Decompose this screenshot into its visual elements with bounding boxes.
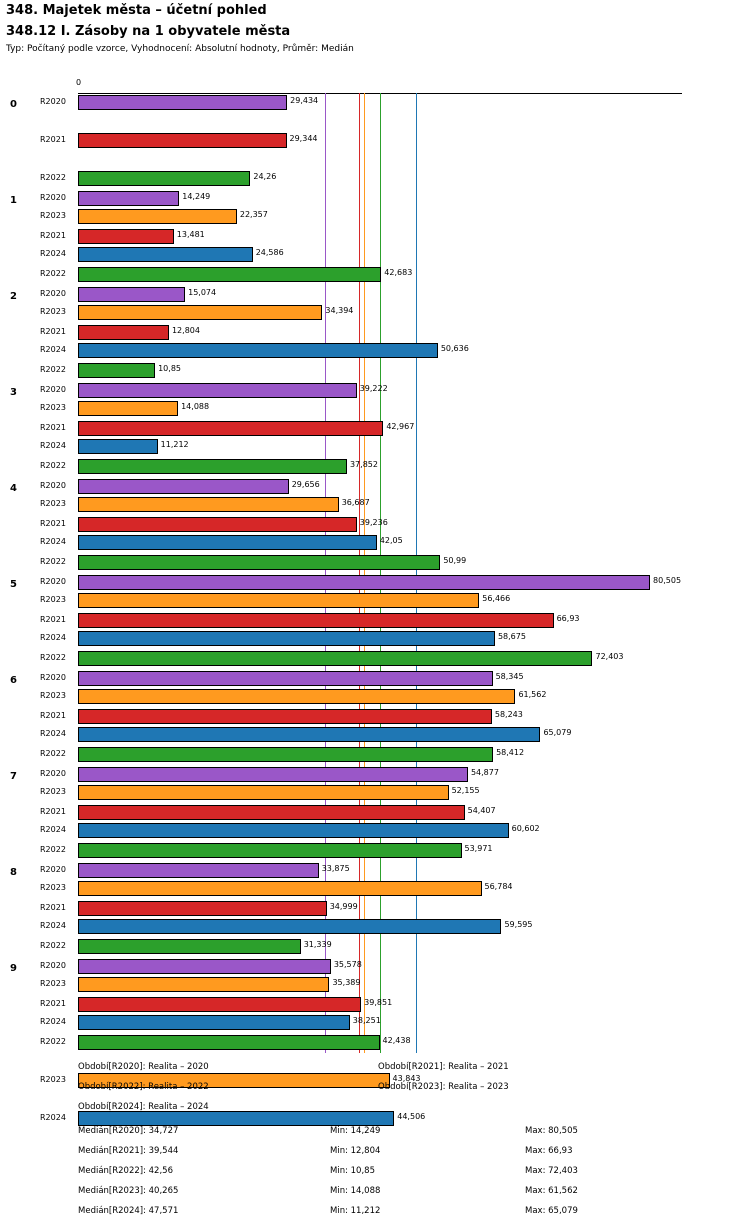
stat-min: Min: 11,212 — [330, 1206, 381, 1216]
bar-fill — [78, 997, 361, 1012]
bar-value-label: 34,394 — [325, 306, 354, 315]
bar-fill — [78, 555, 440, 570]
chart-bar-row — [0, 285, 750, 304]
bar-value-label: 10,85 — [158, 364, 181, 373]
bar[interactable] — [78, 479, 289, 494]
bar-series-label: R2022 — [40, 941, 66, 950]
chart-bar-row — [0, 841, 750, 860]
bar-series-label: R2023 — [40, 883, 66, 892]
bar-fill — [78, 767, 468, 782]
bar-value-label: 29,656 — [291, 480, 320, 489]
bar-value-label: 31,339 — [303, 940, 332, 949]
bar-fill — [78, 95, 287, 110]
bar-value-label: 12,804 — [171, 326, 200, 335]
bar[interactable] — [78, 95, 287, 110]
bar-series-label: R2022 — [40, 1037, 66, 1046]
stat-max: Max: 66,93 — [525, 1146, 573, 1156]
chart-bar-row — [0, 937, 750, 956]
bar[interactable] — [78, 997, 361, 1012]
bar-series-label: R2022 — [40, 365, 66, 374]
bar-fill — [78, 901, 327, 916]
legend-entry: Období[R2024]: Realita – 2024 — [78, 1102, 209, 1112]
stat-median: Medián[R2022]: 42,56 — [78, 1166, 173, 1176]
stat-max: Max: 72,403 — [525, 1166, 578, 1176]
group-label: 5 — [10, 579, 17, 590]
legend-row — [0, 1082, 750, 1102]
group-label: 7 — [10, 771, 17, 782]
stat-max: Max: 65,079 — [525, 1206, 578, 1216]
bar-series-label: R2020 — [40, 577, 66, 586]
bar[interactable] — [78, 863, 319, 878]
bar-fill — [78, 1035, 380, 1050]
bar-fill — [78, 613, 554, 628]
bar-series-label: R2022 — [40, 749, 66, 758]
bar-series-label: R2023 — [40, 787, 66, 796]
bar-value-label: 43,843 — [392, 1074, 421, 1083]
bar[interactable] — [78, 939, 301, 954]
bar-series-label: R2020 — [40, 961, 66, 970]
bar-value-label: 39,236 — [359, 518, 388, 527]
bar-fill — [78, 229, 174, 244]
bar-value-label: 37,852 — [349, 460, 378, 469]
bar-series-label: R2021 — [40, 807, 66, 816]
bar-fill — [78, 287, 185, 302]
bar[interactable] — [78, 651, 592, 666]
bar-fill — [78, 171, 250, 186]
chart-stats — [0, 1126, 750, 1226]
bar-value-label: 44,506 — [397, 1112, 426, 1121]
bar-fill — [78, 133, 287, 148]
chart-bar-row — [0, 765, 750, 784]
bar[interactable] — [78, 843, 462, 858]
chart-bar-row — [0, 899, 750, 918]
bar-series-label: R2024 — [40, 345, 66, 354]
report-title: 348. Majetek města – účetní pohled — [6, 3, 267, 18]
group-label: 0 — [10, 99, 17, 110]
bar-fill — [78, 671, 493, 686]
bar-series-label: R2023 — [40, 403, 66, 412]
bar-series-label: R2021 — [40, 519, 66, 528]
bar-series-label: R2024 — [40, 633, 66, 642]
bar[interactable] — [78, 805, 465, 820]
bar-series-label: R2024 — [40, 1017, 66, 1026]
group-label: 3 — [10, 387, 17, 398]
bar-value-label: 29,344 — [289, 134, 318, 143]
stat-median: Medián[R2021]: 39,544 — [78, 1146, 179, 1156]
chart-bar-row — [0, 553, 750, 572]
bar-fill — [78, 651, 592, 666]
bar[interactable] — [78, 555, 440, 570]
group-label: 1 — [10, 195, 17, 206]
chart-bar-row — [0, 707, 750, 726]
bar-value-label: 42,05 — [379, 536, 403, 545]
bar[interactable] — [78, 191, 179, 206]
bar-fill — [78, 421, 383, 436]
bar-series-label: R2022 — [40, 269, 66, 278]
legend-entry: Období[R2020]: Realita – 2020 — [78, 1062, 209, 1072]
chart-bar-row — [0, 611, 750, 630]
bar-value-label: 22,357 — [239, 210, 268, 219]
bar-series-label: R2020 — [40, 673, 66, 682]
bar[interactable] — [78, 383, 357, 398]
bar-series-label: R2024 — [40, 921, 66, 930]
bar-series-label: R2022 — [40, 461, 66, 470]
bar-value-label: 24,26 — [253, 172, 277, 181]
bar[interactable] — [78, 901, 327, 916]
chart-bar-row — [0, 957, 750, 976]
bar-series-label: R2024 — [40, 537, 66, 546]
bar-series-label: R2023 — [40, 211, 66, 220]
bar[interactable] — [78, 229, 174, 244]
bar-series-label: R2022 — [40, 557, 66, 566]
chart-bar-row — [0, 419, 750, 438]
bar[interactable] — [78, 1035, 380, 1050]
bar[interactable] — [78, 709, 492, 724]
bar[interactable] — [78, 421, 383, 436]
bar-series-label: R2022 — [40, 173, 66, 182]
chart-bar-row — [0, 669, 750, 688]
bar-value-label: 13,481 — [176, 230, 205, 239]
stat-max: Max: 61,562 — [525, 1186, 578, 1196]
bar[interactable] — [78, 613, 554, 628]
bar-value-label: 58,412 — [496, 748, 525, 757]
bar[interactable] — [78, 517, 357, 532]
bar-fill — [78, 939, 301, 954]
bar-series-label: R2023 — [40, 307, 66, 316]
bar-value-label: 29,434 — [290, 96, 319, 105]
bar-fill — [78, 709, 492, 724]
bar-fill — [78, 479, 289, 494]
bar-value-label: 42,438 — [382, 1036, 411, 1045]
stat-median: Medián[R2023]: 40,265 — [78, 1186, 179, 1196]
chart-bar-row — [0, 189, 750, 208]
group-label: 6 — [10, 675, 17, 686]
bar-series-label: R2020 — [40, 385, 66, 394]
bar-value-label: 54,407 — [467, 806, 496, 815]
chart-bar-row — [0, 515, 750, 534]
bar-series-label: R2021 — [40, 615, 66, 624]
chart-bar-row — [0, 93, 750, 112]
chart-bar-row — [0, 381, 750, 400]
bar-series-label: R2023 — [40, 595, 66, 604]
chart-bar-row — [0, 227, 750, 246]
bar-value-label: 39,222 — [359, 384, 388, 393]
legend-row — [0, 1062, 750, 1082]
bar[interactable] — [78, 267, 381, 282]
chart-bar-row — [0, 745, 750, 764]
chart-bar-row — [0, 477, 750, 496]
bar[interactable] — [78, 959, 331, 974]
bar[interactable] — [78, 287, 185, 302]
bar-fill — [78, 747, 493, 762]
bar[interactable] — [78, 171, 250, 186]
bar-series-label: R2020 — [40, 481, 66, 490]
group-label: 9 — [10, 963, 17, 974]
bar-value-label: 50,99 — [443, 556, 467, 565]
bar-fill — [78, 383, 357, 398]
stats-row — [0, 1186, 750, 1206]
bar-value-label: 14,088 — [181, 402, 210, 411]
chart-bar-row — [0, 457, 750, 476]
bar-series-label: R2022 — [40, 845, 66, 854]
stat-min: Min: 10,85 — [330, 1166, 375, 1176]
axis-zero-label: 0 — [76, 78, 82, 87]
bar-value-label: 24,586 — [255, 248, 284, 257]
bar-series-label: R2022 — [40, 653, 66, 662]
bar[interactable] — [78, 133, 287, 148]
bar-fill — [78, 575, 650, 590]
legend-row — [0, 1102, 750, 1122]
bar-series-label: R2024 — [40, 249, 66, 258]
bar-value-label: 33,875 — [321, 864, 350, 873]
bar-series-label: R2021 — [40, 327, 66, 336]
bar[interactable] — [78, 575, 650, 590]
stat-min: Min: 14,249 — [330, 1126, 381, 1136]
bar[interactable] — [78, 325, 169, 340]
stat-min: Min: 14,088 — [330, 1186, 381, 1196]
bar-value-label: 58,243 — [494, 710, 523, 719]
bar-series-label: R2020 — [40, 289, 66, 298]
bar-value-label: 15,074 — [188, 288, 217, 297]
bar-series-label: R2021 — [40, 999, 66, 1008]
bar-series-label: R2021 — [40, 135, 66, 144]
bar-series-label: R2024 — [40, 441, 66, 450]
bar-series-label: R2023 — [40, 691, 66, 700]
bar-value-label: 60,602 — [511, 824, 540, 833]
bar-value-label: 14,249 — [182, 192, 211, 201]
bar-fill — [78, 843, 462, 858]
bar-value-label: 58,345 — [495, 672, 524, 681]
legend-entry: Období[R2022]: Realita – 2022 — [78, 1082, 209, 1092]
bar-series-label: R2020 — [40, 97, 66, 106]
bar-value-label: 35,578 — [333, 960, 362, 969]
bar-fill — [78, 863, 319, 878]
bar-fill — [78, 363, 155, 378]
bar-value-label: 35,389 — [332, 978, 361, 987]
chart-legend — [0, 1062, 750, 1122]
bar[interactable] — [78, 767, 468, 782]
bar-fill — [78, 325, 169, 340]
bar-value-label: 72,403 — [595, 652, 624, 661]
bar-series-label: R2021 — [40, 231, 66, 240]
bar-fill — [78, 805, 465, 820]
bar-series-label: R2021 — [40, 423, 66, 432]
bar-value-label: 36,687 — [341, 498, 370, 507]
chart-bar-row — [0, 1033, 750, 1052]
bar-value-label: 53,971 — [464, 844, 493, 853]
bar[interactable] — [78, 459, 347, 474]
legend-entry: Období[R2023]: Realita – 2023 — [378, 1082, 509, 1092]
bar-series-label: R2021 — [40, 903, 66, 912]
chart-bar-row — [0, 861, 750, 880]
bar-series-label: R2024 — [40, 729, 66, 738]
stat-min: Min: 12,804 — [330, 1146, 381, 1156]
chart-bar-row — [0, 649, 750, 668]
bar-value-label: 54,877 — [470, 768, 499, 777]
bar-value-label: 58,675 — [497, 632, 526, 641]
bar-value-label: 11,212 — [160, 440, 189, 449]
bar-value-label: 38,251 — [352, 1016, 381, 1025]
bar-value-label: 65,079 — [543, 728, 572, 737]
chart-bar-row — [0, 995, 750, 1014]
bar-value-label: 61,562 — [518, 690, 547, 699]
bar-series-label: R2020 — [40, 193, 66, 202]
stat-median: Medián[R2024]: 47,571 — [78, 1206, 179, 1216]
bar-fill — [78, 517, 357, 532]
bar[interactable] — [78, 363, 155, 378]
stats-row — [0, 1166, 750, 1186]
group-label: 2 — [10, 291, 17, 302]
stat-max: Max: 80,505 — [525, 1126, 578, 1136]
stats-row — [0, 1146, 750, 1166]
bar-value-label: 42,967 — [386, 422, 415, 431]
bar-value-label: 39,851 — [364, 998, 393, 1007]
chart-bar-row — [0, 573, 750, 592]
bar-series-label: R2020 — [40, 769, 66, 778]
bar-series-label: R2023 — [40, 979, 66, 988]
group-label: 4 — [10, 483, 17, 494]
chart-bar-row — [0, 803, 750, 822]
chart-bar-row — [0, 361, 750, 380]
bar-series-label: R2024 — [40, 825, 66, 834]
group-label: 8 — [10, 867, 17, 878]
stats-row — [0, 1126, 750, 1146]
chart-subtitle: Typ: Počítaný podle vzorce, Vyhodnocení: Absolutní hodnoty, Průměr: Medián — [6, 44, 354, 54]
chart-bar-row — [0, 169, 750, 188]
bar-value-label: 52,155 — [451, 786, 480, 795]
chart-bar-row — [0, 323, 750, 342]
bar-fill — [78, 191, 179, 206]
chart-bar-row — [0, 131, 750, 150]
stat-median: Medián[R2020]: 34,727 — [78, 1126, 179, 1136]
bar[interactable] — [78, 671, 493, 686]
bar-value-label: 66,93 — [556, 614, 580, 623]
chart-title: 348.12 I. Zásoby na 1 obyvatele města — [6, 24, 291, 39]
legend-entry: Období[R2021]: Realita – 2021 — [378, 1062, 509, 1072]
bar-series-label: R2020 — [40, 865, 66, 874]
bar[interactable] — [78, 747, 493, 762]
bar-value-label: 34,999 — [329, 902, 358, 911]
bar-value-label: 56,466 — [482, 594, 511, 603]
bar-series-label: R2023 — [40, 1075, 66, 1084]
bar-value-label: 50,636 — [440, 344, 469, 353]
bar-fill — [78, 959, 331, 974]
bar-value-label: 42,683 — [384, 268, 413, 277]
bar-value-label: 56,784 — [484, 882, 513, 891]
bar-fill — [78, 459, 347, 474]
bar-series-label: R2023 — [40, 499, 66, 508]
bar-series-label: R2024 — [40, 1113, 66, 1122]
chart-bar-row — [0, 265, 750, 284]
bar-series-label: R2021 — [40, 711, 66, 720]
bar-value-label: 59,595 — [504, 920, 533, 929]
stats-row — [0, 1206, 750, 1226]
bar-value-label: 80,505 — [653, 576, 682, 585]
bar-fill — [78, 267, 381, 282]
